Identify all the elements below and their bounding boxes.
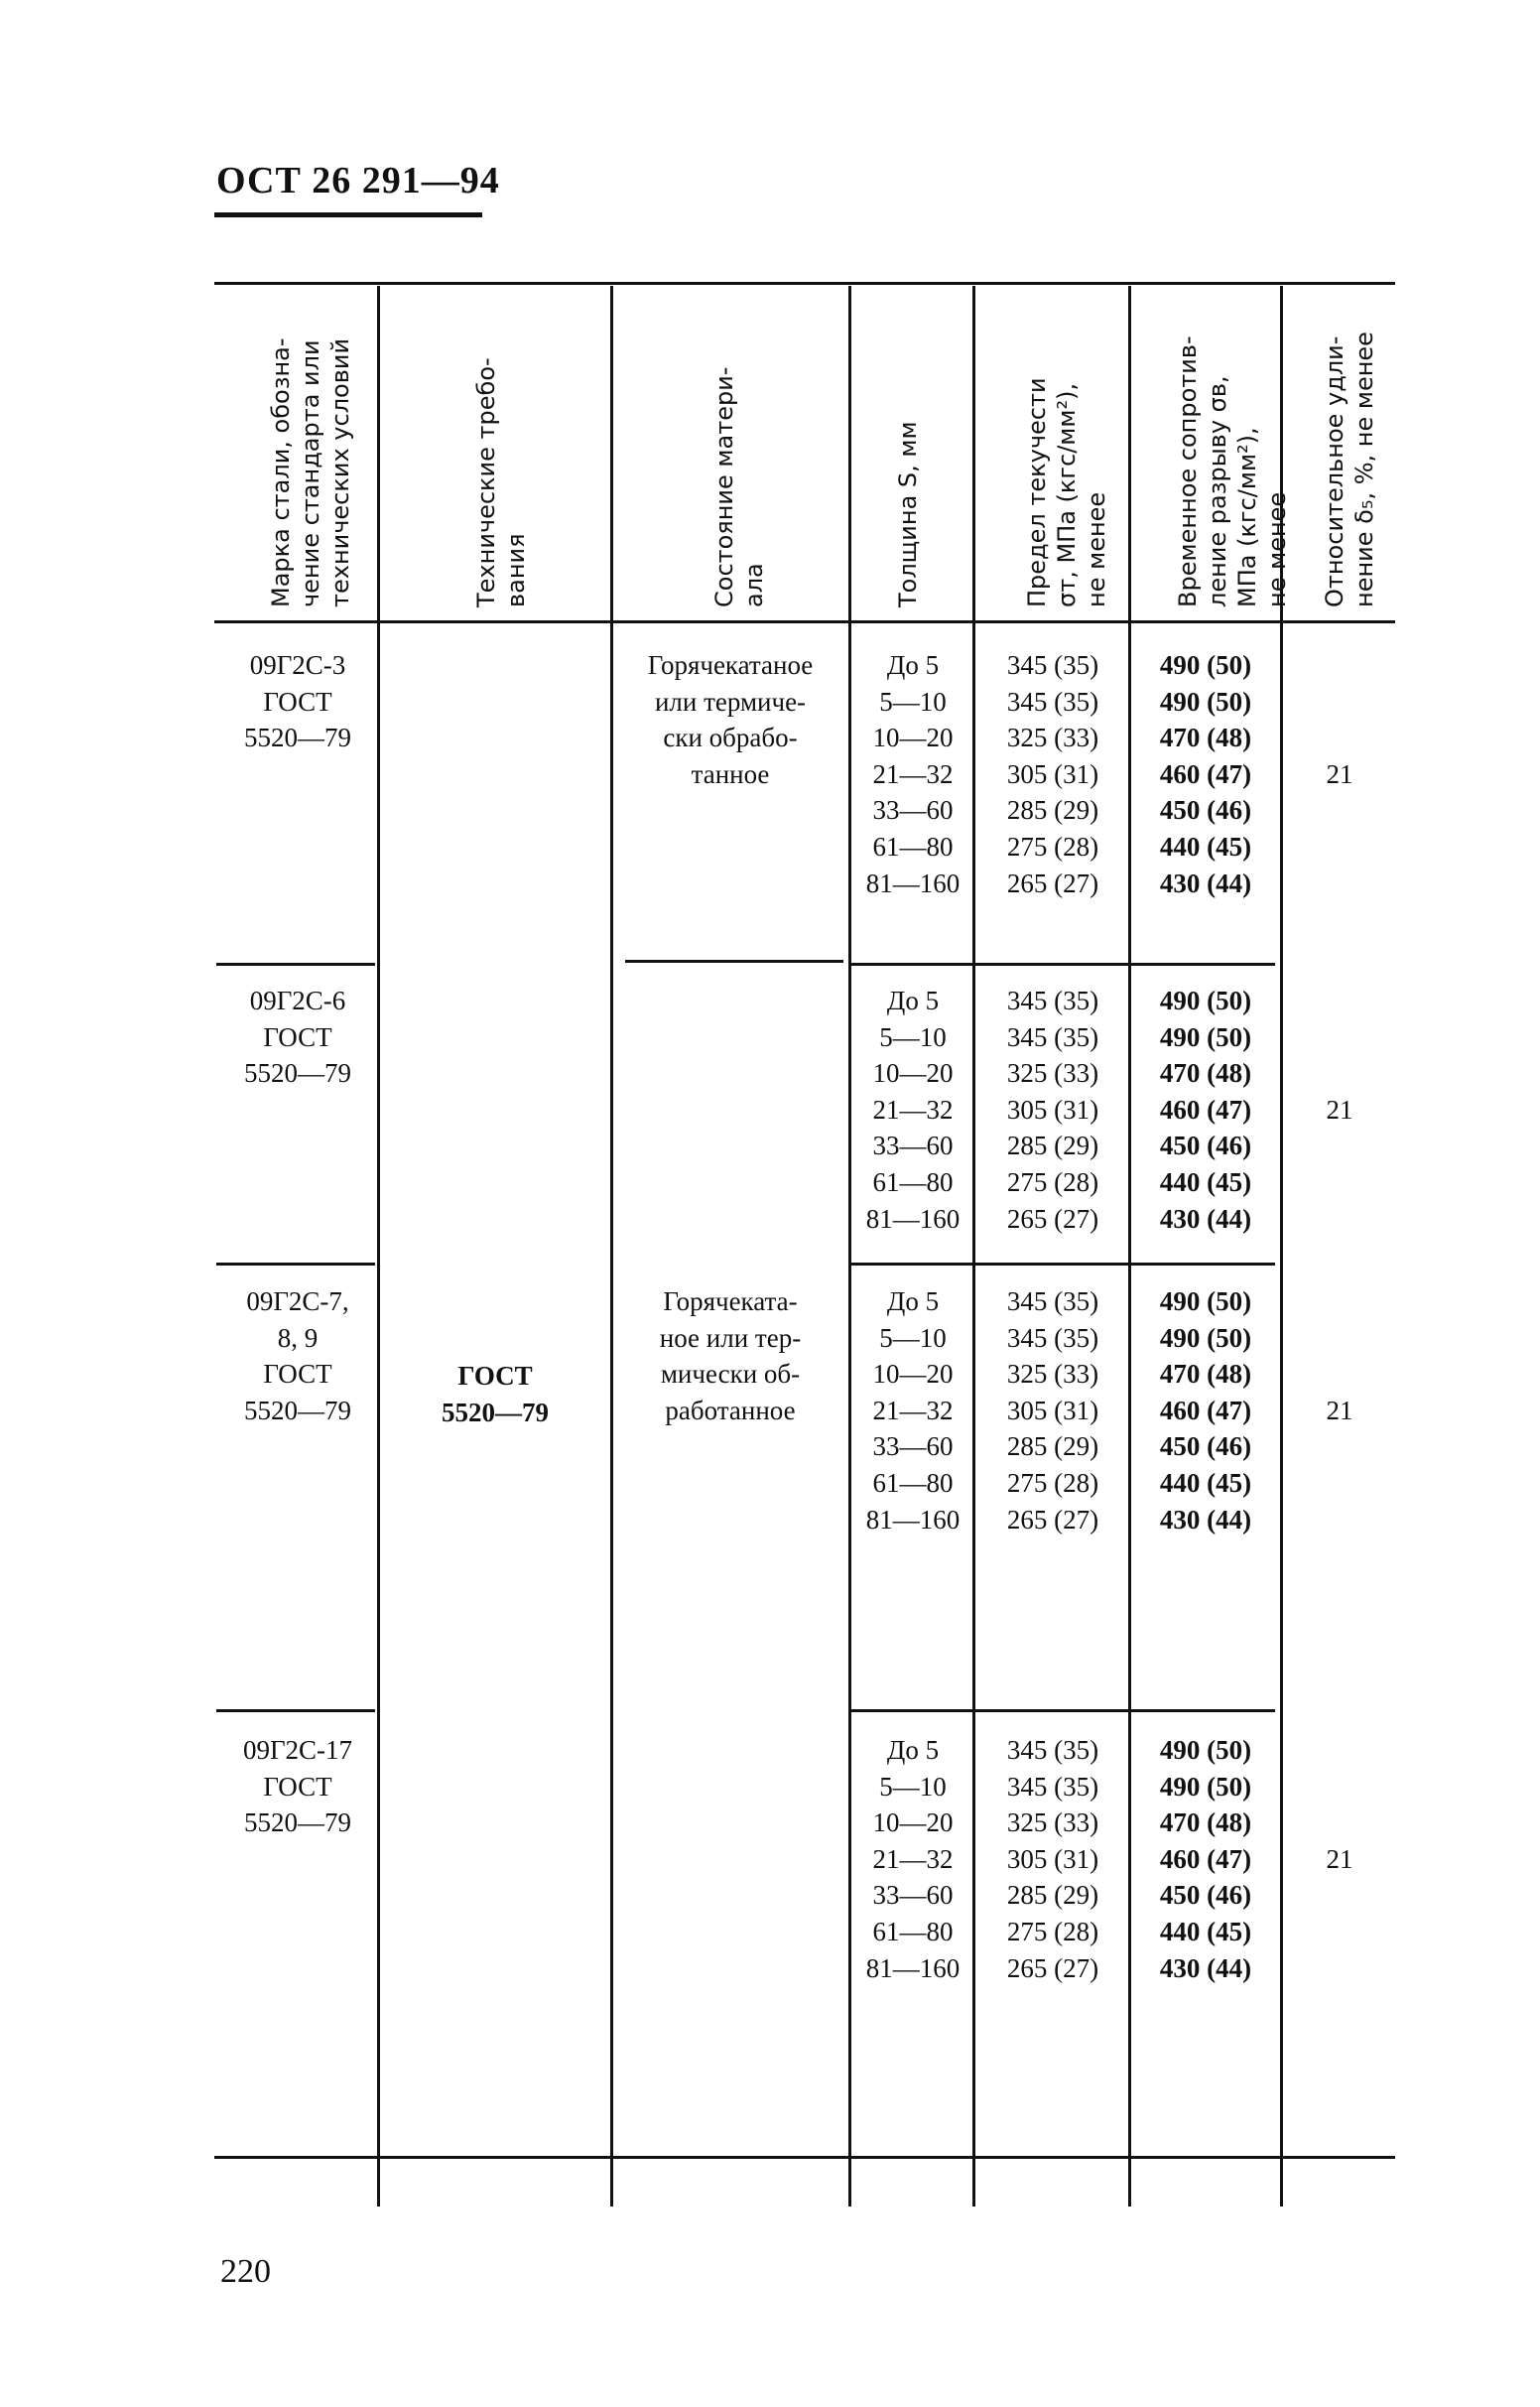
grade-value: ГОСТ	[263, 686, 332, 717]
row-2-yield	[980, 983, 1125, 1237]
header-line: не менее	[1083, 491, 1110, 607]
yield-value: 325 (33)	[1006, 1359, 1099, 1390]
thickness-value: 81—160	[865, 1952, 961, 1983]
row-4-thickness	[855, 1732, 970, 1986]
row-2-tensile	[1133, 983, 1278, 1237]
thickness-value: 10—20	[872, 1807, 954, 1838]
row-2-grade	[220, 983, 375, 1092]
column-divider-4	[972, 286, 975, 2206]
state-value: работанное	[665, 1395, 796, 1425]
row-4-tensile	[1133, 1732, 1278, 1986]
row-1-tensile	[1133, 647, 1278, 901]
thickness-value: 10—20	[872, 1359, 954, 1390]
yield-value: 265 (27)	[1006, 1203, 1099, 1234]
yield-value: 325 (33)	[1006, 723, 1099, 753]
thickness-value: 61—80	[872, 1166, 954, 1197]
grade-value: 09Г2С-3	[249, 650, 346, 680]
tensile-value: 440 (45)	[1159, 1916, 1252, 1946]
thickness-value: 61—80	[872, 1916, 954, 1946]
row-3-state	[615, 1283, 845, 1428]
row-3-tensile	[1133, 1283, 1278, 1538]
tensile-value: 490 (50)	[1159, 1021, 1252, 1052]
tensile-value: 470 (48)	[1159, 1359, 1252, 1390]
yield-value: 345 (35)	[1006, 1322, 1099, 1353]
yield-value: 275 (28)	[1006, 1166, 1099, 1197]
thickness-value: 81—160	[865, 1203, 961, 1234]
tensile-value: 490 (50)	[1159, 1735, 1252, 1765]
row-1-state	[615, 647, 845, 792]
yield-value: 275 (28)	[1006, 1467, 1099, 1498]
thickness-value: 81—160	[865, 1504, 961, 1535]
thickness-value: 5—10	[879, 686, 947, 717]
thickness-value: 33—60	[872, 1431, 954, 1462]
yield-value: 305 (31)	[1006, 1094, 1099, 1125]
state-value: Горячекатаное	[647, 650, 814, 680]
tensile-value: 440 (45)	[1159, 831, 1252, 862]
tensile-value: 490 (50)	[1159, 1322, 1252, 1353]
thickness-value: 5—10	[879, 1771, 947, 1802]
header-grade	[266, 300, 355, 607]
thickness-value: 21—32	[872, 1843, 954, 1874]
grade-value: 8, 9	[277, 1322, 319, 1353]
header-line: σт, МПа (кгс/мм²),	[1053, 382, 1081, 607]
tensile-value: 460 (47)	[1159, 758, 1252, 789]
grade-value: ГОСТ	[263, 1771, 332, 1802]
thickness-value: До 5	[886, 650, 940, 680]
tensile-value: 460 (47)	[1159, 1094, 1252, 1125]
tech-requirement	[382, 1358, 608, 1430]
state-value: Горячеката-	[663, 1286, 798, 1316]
yield-value: 345 (35)	[1006, 650, 1099, 680]
yield-value: 285 (29)	[1006, 795, 1099, 826]
tensile-value: 450 (46)	[1159, 795, 1252, 826]
grade-value: 5520—79	[244, 1395, 351, 1425]
tech-requirement-line: 5520—79	[442, 1397, 549, 1427]
tensile-value: 440 (45)	[1159, 1467, 1252, 1498]
header-line: технических условий	[326, 337, 354, 607]
tensile-value: 490 (50)	[1159, 986, 1252, 1015]
thickness-value: 5—10	[879, 1021, 947, 1052]
tensile-value: 450 (46)	[1159, 1880, 1252, 1911]
header-line: Технические требо-	[472, 357, 500, 607]
tensile-value: 490 (50)	[1159, 686, 1252, 717]
header-line: не менее	[1263, 491, 1291, 607]
grade-divider-3	[216, 1709, 375, 1712]
header-line: Толщина S, мм	[894, 421, 922, 607]
state-value: мически об-	[660, 1359, 801, 1390]
tensile-value: 470 (48)	[1159, 723, 1252, 753]
column-divider-2	[610, 286, 613, 2206]
row-1-grade	[220, 647, 375, 756]
yield-value: 275 (28)	[1006, 831, 1099, 862]
values-divider-2	[848, 1263, 1275, 1266]
header-state	[709, 300, 769, 607]
thickness-value: 33—60	[872, 1880, 954, 1911]
yield-value: 265 (27)	[1006, 1952, 1099, 1983]
row-3-yield	[980, 1283, 1125, 1538]
tensile-value: 490 (50)	[1159, 1286, 1252, 1316]
tensile-value: 430 (44)	[1159, 1504, 1252, 1535]
yield-value: 285 (29)	[1006, 1131, 1099, 1161]
row-3-thickness	[855, 1283, 970, 1538]
header-line: чение стандарта или	[297, 339, 324, 607]
grade-value: 5520—79	[244, 723, 351, 753]
state-value: ное или тер-	[659, 1322, 802, 1353]
grade-value: 09Г2С-7,	[246, 1286, 349, 1316]
column-divider-1	[377, 286, 380, 2206]
tensile-value: 440 (45)	[1159, 1166, 1252, 1197]
table-bottom-rule	[214, 2156, 1395, 2159]
tensile-value: 450 (46)	[1159, 1131, 1252, 1161]
header-line: вания	[502, 533, 530, 607]
thickness-value: 33—60	[872, 795, 954, 826]
header-line: Относительное удли-	[1321, 335, 1348, 607]
tensile-value: 490 (50)	[1159, 650, 1252, 680]
yield-value: 345 (35)	[1006, 686, 1099, 717]
grade-value: 5520—79	[244, 1058, 351, 1089]
thickness-value: 5—10	[879, 1322, 947, 1353]
row-3-elongation: 21	[1326, 1396, 1353, 1425]
thickness-value: 33—60	[872, 1131, 954, 1161]
thickness-value: 10—20	[872, 1058, 954, 1089]
document-title: ОСТ 26 291—94	[216, 160, 500, 201]
row-2-elongation: 21	[1326, 1095, 1353, 1125]
header-elongation	[1320, 300, 1379, 607]
state-divider-1	[625, 960, 843, 963]
row-1-yield	[980, 647, 1125, 901]
state-value: ски обрабо-	[663, 723, 798, 753]
header-line: ление разрыву σв,	[1204, 375, 1231, 607]
thickness-value: До 5	[886, 986, 940, 1015]
yield-value: 265 (27)	[1006, 1504, 1099, 1535]
tensile-value: 460 (47)	[1159, 1843, 1252, 1874]
tensile-value: 460 (47)	[1159, 1395, 1252, 1425]
yield-value: 305 (31)	[1006, 1395, 1099, 1425]
yield-value: 305 (31)	[1006, 1843, 1099, 1874]
yield-value: 305 (31)	[1006, 758, 1099, 789]
row-2-thickness	[855, 983, 970, 1237]
grade-value: 09Г2С-6	[249, 986, 346, 1015]
header-thickness	[893, 300, 923, 607]
grade-value: ГОСТ	[263, 1359, 332, 1390]
yield-value: 285 (29)	[1006, 1880, 1099, 1911]
yield-value: 345 (35)	[1006, 1771, 1099, 1802]
tensile-value: 470 (48)	[1159, 1807, 1252, 1838]
yield-value: 265 (27)	[1006, 868, 1099, 898]
header-line: нение δ₅, %, не менее	[1350, 332, 1378, 607]
yield-value: 275 (28)	[1006, 1916, 1099, 1946]
row-4-elongation: 21	[1326, 1844, 1353, 1874]
row-3-grade	[220, 1283, 375, 1428]
header-tech	[471, 300, 531, 607]
yield-value: 345 (35)	[1006, 1735, 1099, 1765]
page-number: 220	[220, 2253, 271, 2290]
state-value: танное	[691, 758, 770, 789]
column-divider-3	[848, 286, 851, 2206]
yield-value: 345 (35)	[1006, 986, 1099, 1015]
tensile-value: 430 (44)	[1159, 1952, 1252, 1983]
header-yield	[1022, 300, 1111, 607]
tensile-value: 450 (46)	[1159, 1431, 1252, 1462]
thickness-value: До 5	[886, 1735, 940, 1765]
row-4-yield	[980, 1732, 1125, 1986]
yield-value: 325 (33)	[1006, 1058, 1099, 1089]
grade-value: 5520—79	[244, 1807, 351, 1838]
row-1-thickness	[855, 647, 970, 901]
header-line: Временное сопротив-	[1174, 335, 1202, 607]
grade-value: ГОСТ	[263, 1021, 332, 1052]
table-top-rule	[214, 282, 1395, 285]
thickness-value: До 5	[886, 1286, 940, 1316]
header-bottom-rule	[214, 620, 1395, 623]
thickness-value: 81—160	[865, 868, 961, 898]
row-1-elongation: 21	[1326, 759, 1353, 789]
header-line: МПа (кгс/мм²),	[1233, 427, 1261, 607]
thickness-value: 10—20	[872, 723, 954, 753]
title-underline	[214, 212, 482, 217]
thickness-value: 61—80	[872, 831, 954, 862]
yield-value: 325 (33)	[1006, 1807, 1099, 1838]
values-divider-1	[848, 963, 1275, 966]
thickness-value: 21—32	[872, 1395, 954, 1425]
yield-value: 285 (29)	[1006, 1431, 1099, 1462]
yield-value: 345 (35)	[1006, 1286, 1099, 1316]
thickness-value: 21—32	[872, 1094, 954, 1125]
row-4-grade	[220, 1732, 375, 1841]
yield-value: 345 (35)	[1006, 1021, 1099, 1052]
grade-value: 09Г2С-17	[242, 1735, 353, 1765]
column-divider-5	[1128, 286, 1131, 2206]
tensile-value: 430 (44)	[1159, 868, 1252, 898]
state-value: или термиче-	[654, 686, 807, 717]
header-line: ала	[740, 563, 768, 607]
grade-divider-1	[216, 963, 375, 966]
thickness-value: 61—80	[872, 1467, 954, 1498]
header-line: Состояние матери-	[710, 366, 738, 607]
tensile-value: 430 (44)	[1159, 1203, 1252, 1234]
header-tensile	[1173, 300, 1292, 607]
header-line: Марка стали, обозна-	[267, 337, 295, 607]
tensile-value: 490 (50)	[1159, 1771, 1252, 1802]
tensile-value: 470 (48)	[1159, 1058, 1252, 1089]
tech-requirement-line: ГОСТ	[457, 1361, 533, 1391]
values-divider-3	[848, 1709, 1275, 1712]
thickness-value: 21—32	[872, 758, 954, 789]
header-line: Предел текучести	[1023, 377, 1051, 607]
grade-divider-2	[216, 1263, 375, 1266]
